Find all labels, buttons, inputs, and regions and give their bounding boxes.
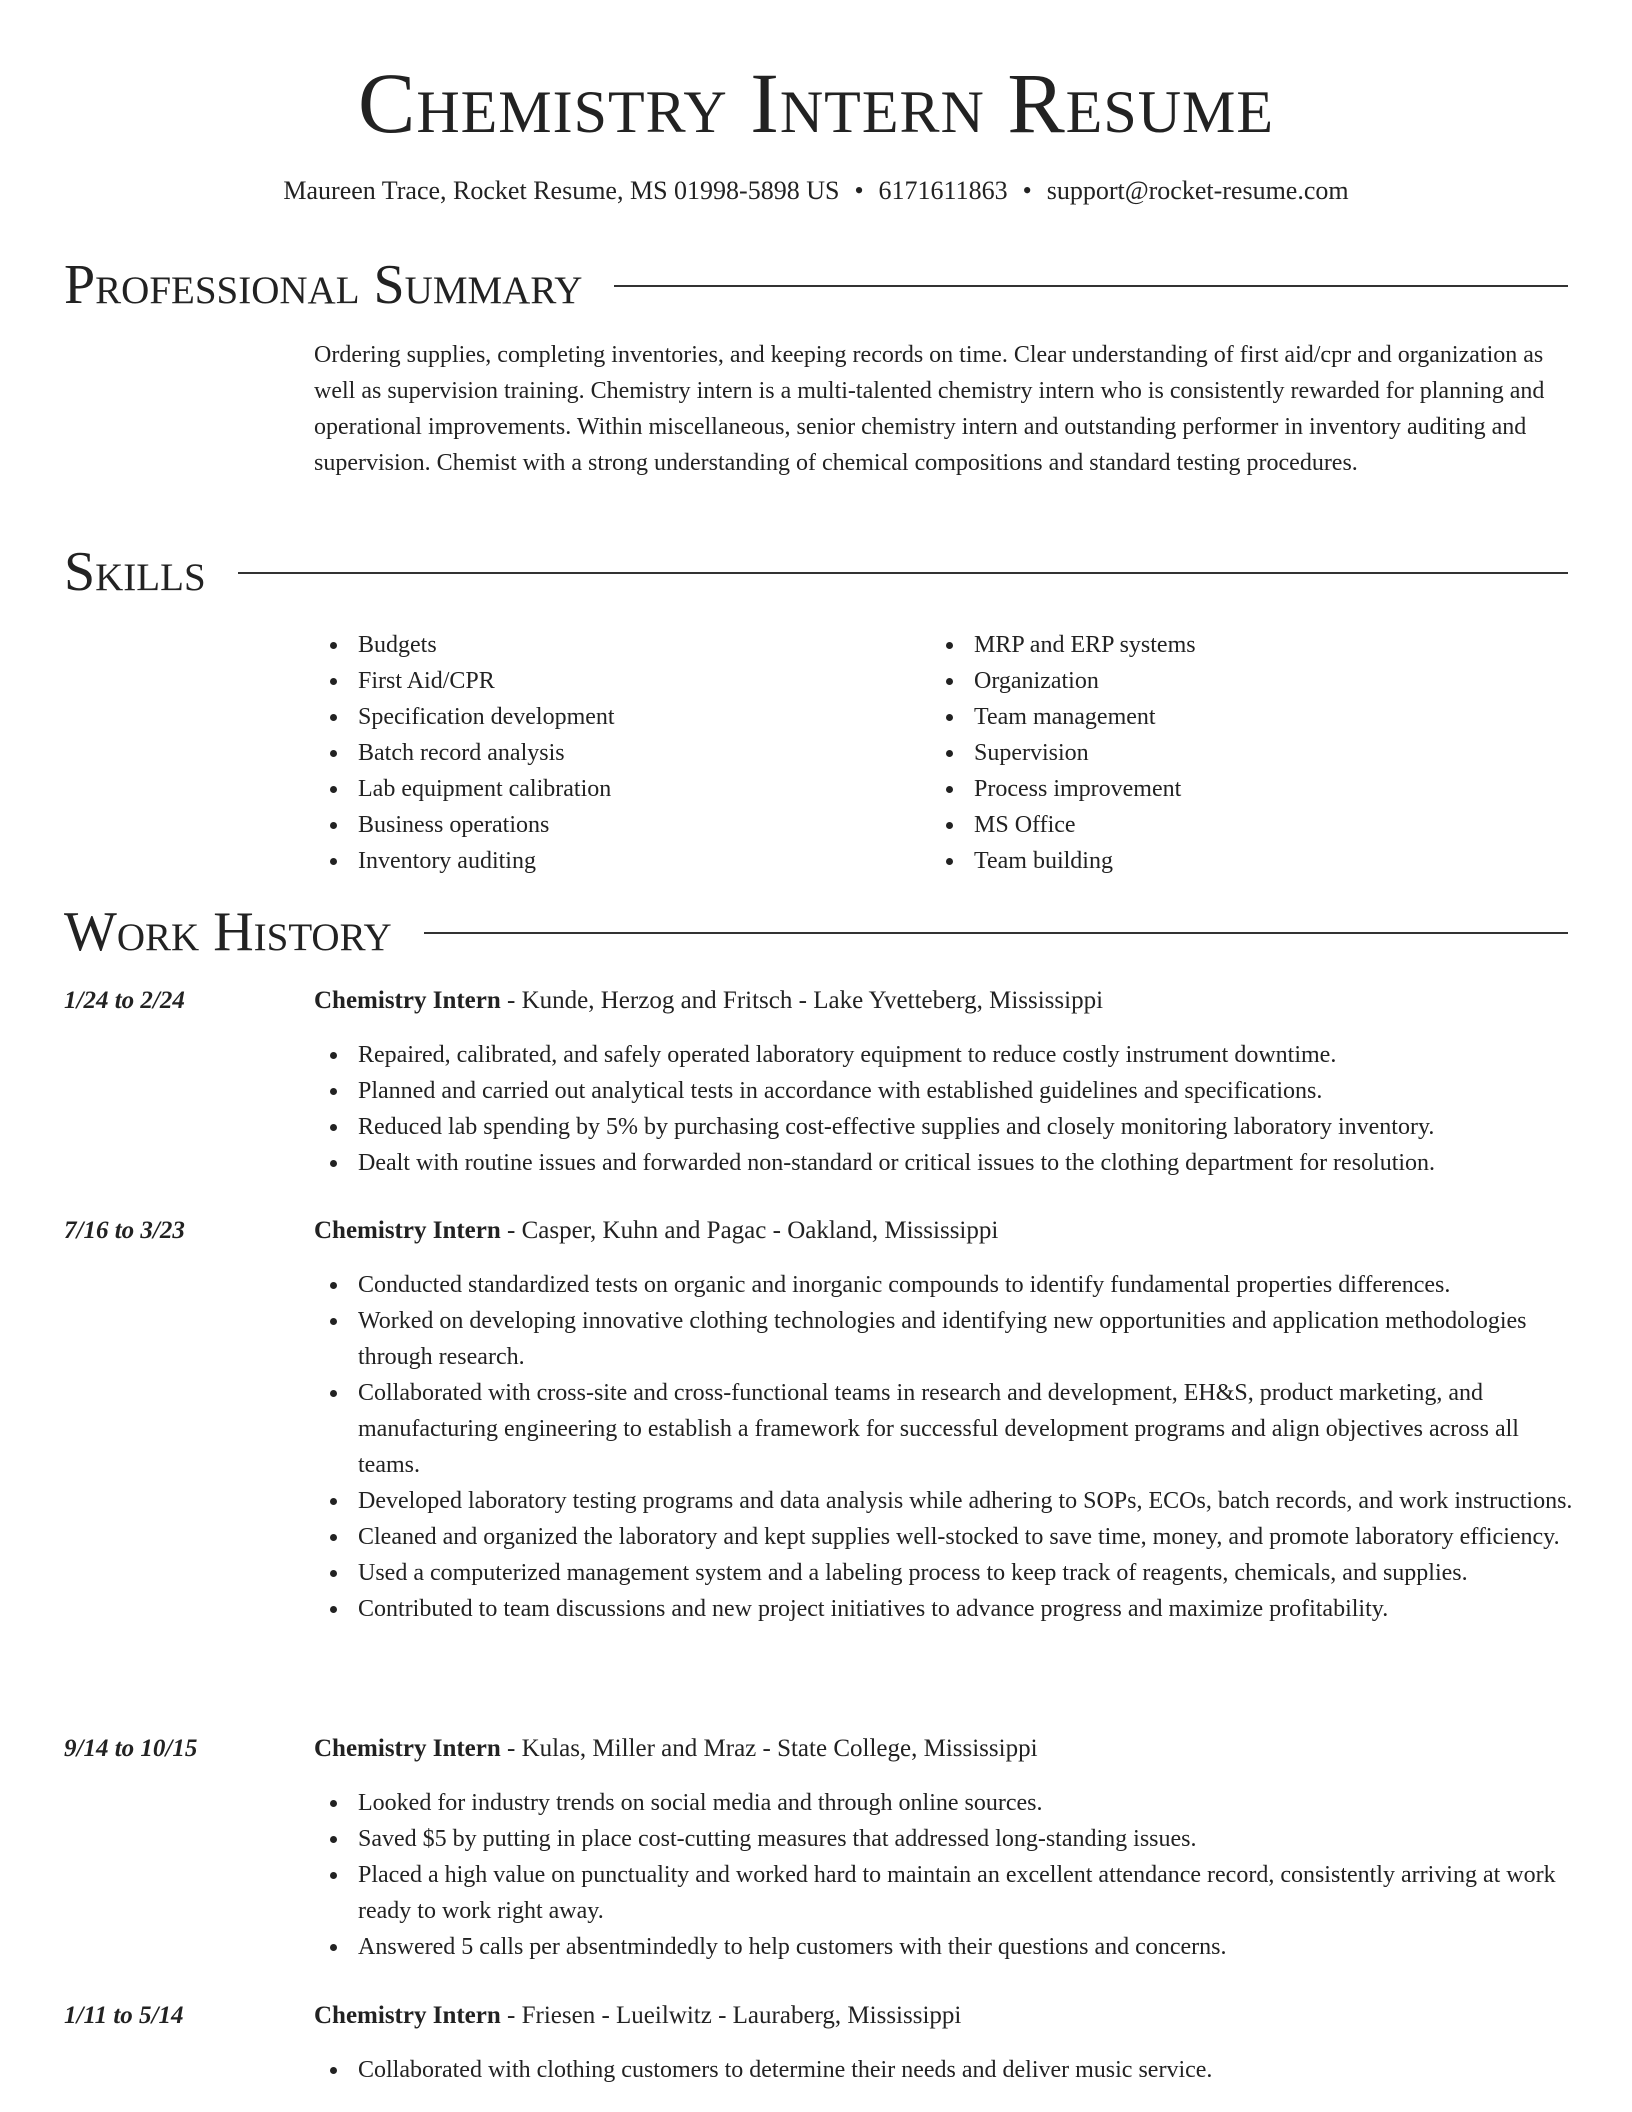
job-heading bbox=[314, 1731, 1574, 1767]
skill-item: MRP and ERP systems bbox=[930, 627, 1550, 663]
job-bullet: Collaborated with clothing customers to determine their needs and deliver music service. bbox=[314, 2052, 1574, 2088]
skill-item: Process improvement bbox=[930, 771, 1550, 807]
contact-separator: • bbox=[1022, 176, 1032, 205]
job-bullet: Worked on developing innovative clothing technologies and identifying new opportunities and application methodologies through research. bbox=[314, 1303, 1574, 1375]
skill-item: Budgets bbox=[314, 627, 914, 663]
job-title: Chemistry Intern bbox=[314, 987, 501, 1014]
job-heading bbox=[314, 1213, 1574, 1249]
job-employer-location: - Casper, Kuhn and Pagac - Oakland, Mississippi bbox=[500, 1217, 999, 1244]
contact-email: support@rocket-resume.com bbox=[1046, 176, 1349, 205]
section-title-skills: Skills bbox=[64, 541, 206, 603]
contact-separator: • bbox=[854, 176, 864, 205]
job-bullet: Reduced lab spending by 5% by purchasing cost-effective supplies and closely monitoring laboratory inventory. bbox=[314, 1109, 1574, 1145]
skill-item: Business operations bbox=[314, 807, 914, 843]
job-dates: 1/11 to 5/14 bbox=[64, 2002, 184, 2029]
skill-item: Specification development bbox=[314, 699, 914, 735]
job-bullet-list bbox=[314, 1037, 1574, 1181]
contact-line bbox=[0, 173, 1632, 209]
skill-item: Organization bbox=[930, 663, 1550, 699]
section-header-work-history bbox=[64, 900, 1568, 964]
job-bullet: Looked for industry trends on social media and through online sources. bbox=[314, 1785, 1574, 1821]
skill-item: Lab equipment calibration bbox=[314, 771, 914, 807]
skill-item: Team management bbox=[930, 699, 1550, 735]
job-bullet: Saved $5 by putting in place cost-cutting measures that addressed long-standing issues. bbox=[314, 1821, 1574, 1857]
job-bullet: Dealt with routine issues and forwarded non-standard or critical issues to the clothing department for resolution. bbox=[314, 1145, 1574, 1181]
job-title: Chemistry Intern bbox=[314, 1217, 501, 1244]
job-bullet: Conducted standardized tests on organic and inorganic compounds to identify fundamental properties differences. bbox=[314, 1267, 1574, 1303]
contact-phone: 6171611863 bbox=[878, 176, 1008, 205]
job-bullet: Answered 5 calls per absentmindedly to help customers with their questions and concerns. bbox=[314, 1929, 1574, 1965]
job-bullet: Cleaned and organized the laboratory and kept supplies well-stocked to save time, money, and promote laboratory efficiency. bbox=[314, 1519, 1574, 1555]
job-bullet-list bbox=[314, 1267, 1574, 1627]
skill-item: Batch record analysis bbox=[314, 735, 914, 771]
section-divider bbox=[424, 932, 1568, 934]
page-title: Chemistry Intern Resume bbox=[357, 55, 1275, 151]
job-bullet-list bbox=[314, 1785, 1574, 1965]
section-divider bbox=[614, 285, 1568, 287]
job-bullet: Used a computerized management system and a labeling process to keep track of reagents, chemicals, and supplies. bbox=[314, 1555, 1574, 1591]
skill-item: Inventory auditing bbox=[314, 843, 914, 879]
section-header-summary bbox=[64, 253, 1568, 317]
job-employer-location: - Kunde, Herzog and Fritsch - Lake Yvetteberg, Mississippi bbox=[500, 987, 1104, 1014]
job-bullet: Planned and carried out analytical tests in accordance with established guidelines and specifications. bbox=[314, 1073, 1574, 1109]
skill-item: MS Office bbox=[930, 807, 1550, 843]
job-bullet: Collaborated with cross-site and cross-functional teams in research and development, EH&S, product marketing, and manufacturing engineering to establish a framework for successful development programs and align objectives across all teams. bbox=[314, 1375, 1574, 1483]
professional-summary-text: Ordering supplies, completing inventories, and keeping records on time. Clear understanding of first aid/cpr and organization as well as supervision training. Chemistry intern is a multi-talented chemistry intern who is consistently rewarded for planning and operational improvements. Within miscellaneous, senior chemistry intern and outstanding performer in inventory auditing and supervision. Chemist with a strong understanding of chemical compositions and standard testing procedures. bbox=[314, 342, 1545, 476]
job-title: Chemistry Intern bbox=[314, 2002, 501, 2029]
section-header-skills bbox=[64, 540, 1568, 604]
job-bullet-list bbox=[314, 2052, 1574, 2088]
job-dates: 7/16 to 3/23 bbox=[64, 1217, 185, 1244]
section-title-summary: Professional Summary bbox=[64, 254, 583, 316]
job-title: Chemistry Intern bbox=[314, 1735, 501, 1762]
job-heading bbox=[314, 1998, 1574, 2034]
job-dates: 1/24 to 2/24 bbox=[64, 987, 185, 1014]
job-bullet: Contributed to team discussions and new project initiatives to advance progress and maximize profitability. bbox=[314, 1591, 1574, 1627]
job-bullet: Placed a high value on punctuality and worked hard to maintain an excellent attendance record, consistently arriving at work ready to work right away. bbox=[314, 1857, 1574, 1929]
job-employer-location: - Friesen - Lueilwitz - Lauraberg, Mississippi bbox=[500, 2002, 962, 2029]
job-bullet: Repaired, calibrated, and safely operated laboratory equipment to reduce costly instrument downtime. bbox=[314, 1037, 1574, 1073]
job-dates: 9/14 to 10/15 bbox=[64, 1735, 198, 1762]
section-title-work-history: Work History bbox=[64, 901, 392, 963]
skill-item: Supervision bbox=[930, 735, 1550, 771]
skills-list-right bbox=[930, 627, 1550, 879]
skill-item: Team building bbox=[930, 843, 1550, 879]
job-bullet: Developed laboratory testing programs and data analysis while adhering to SOPs, ECOs, batch records, and work instructions. bbox=[314, 1483, 1574, 1519]
job-heading bbox=[314, 983, 1574, 1019]
section-divider bbox=[238, 572, 1568, 574]
job-employer-location: - Kulas, Miller and Mraz - State College, Mississippi bbox=[500, 1735, 1038, 1762]
skills-list-left bbox=[314, 627, 914, 879]
skill-item: First Aid/CPR bbox=[314, 663, 914, 699]
contact-address: Maureen Trace, Rocket Resume, MS 01998-5898 US bbox=[283, 176, 840, 205]
